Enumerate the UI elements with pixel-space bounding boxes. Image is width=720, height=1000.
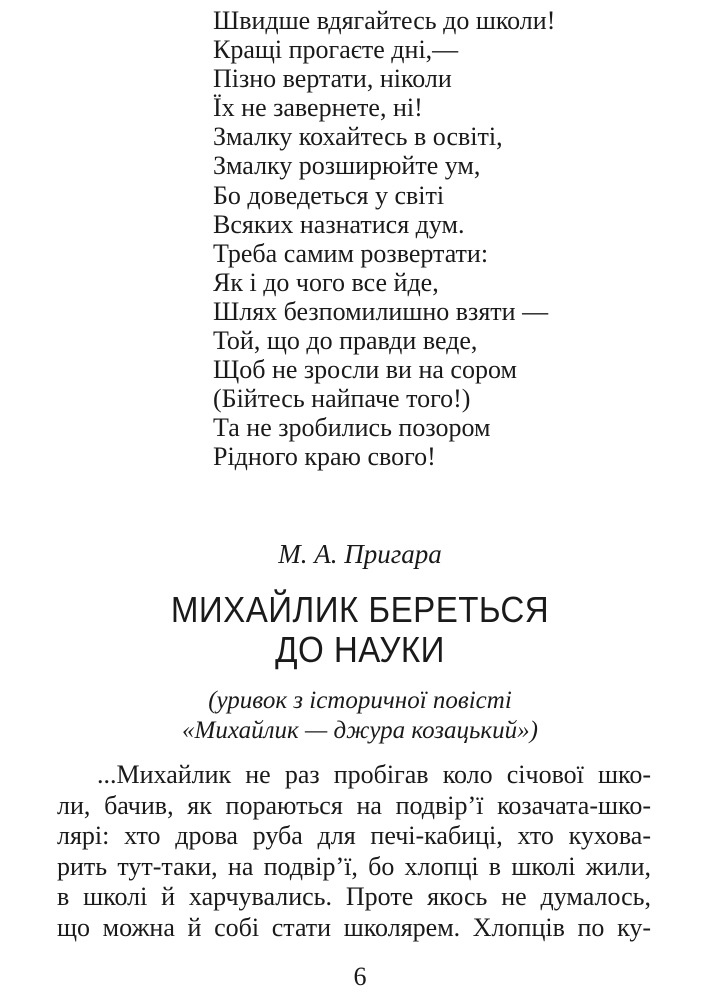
poem-line: Їх не завернете, ні!: [213, 93, 423, 123]
poem-line: Бо доведеться у світі: [213, 180, 445, 210]
prose-line: в школі й харчувались. Проте якось не думалось,: [57, 882, 651, 912]
prose-line: рить тут-таки, на подвір’ї, бо хлопці в школі жили,: [57, 851, 651, 881]
poem-line: Кращі прогаєте дні,—: [213, 35, 459, 65]
poem-line: Як і до чого все йде,: [213, 267, 439, 297]
prose-line: ли, бачив, як пораються на подвір’ї козачата-шко-: [57, 790, 651, 820]
poem-line: Той, що до правди веде,: [213, 326, 478, 356]
poem-line: Змалку кохайтесь в освіті,: [213, 122, 503, 152]
story-subtitle-line: (уривок з історичної повісті: [208, 687, 512, 714]
prose-line: лярі: хто дрова руба для печі-кабиці, хто кухова-: [57, 821, 651, 851]
poem-line: Щоб не зросли ви на сором: [213, 355, 517, 385]
poem-line: Швидше вдягайтесь до школи!: [213, 6, 556, 35]
poem-line: Всяких назнатися дум.: [213, 209, 465, 239]
poem-line: Пізно вертати, ніколи: [213, 64, 452, 94]
poem-line: Змалку розширюйте ум,: [213, 151, 481, 181]
poem-line: Треба самим розвертати:: [213, 238, 489, 268]
poem: [213, 6, 693, 472]
story-title-line: МИХАЙЛИК БЕРЕТЬСЯ: [170, 589, 550, 630]
prose-line: ...Михайлик не раз пробігав коло січової шко-: [97, 760, 651, 789]
story-subtitle-line: «Михайлик — джура козацький»): [182, 717, 538, 744]
poem-line: (Бійтесь найпаче того!): [213, 384, 471, 414]
story-title-line: ДО НАУКИ: [275, 629, 445, 670]
story-excerpt: [57, 760, 651, 944]
poem-line: Шлях безпомилишно взяти —: [213, 296, 549, 326]
prose-line: що можна й собі стати школярем. Хлопців по ку-: [57, 912, 651, 942]
story-title: [0, 590, 720, 670]
poem-line: Рідного краю свого!: [213, 442, 436, 472]
poem-line: Та не зробились позором: [213, 413, 491, 443]
story-subtitle: [0, 686, 720, 746]
author-name: М. А. Пригара: [278, 539, 442, 569]
page-number: 6: [353, 962, 367, 991]
